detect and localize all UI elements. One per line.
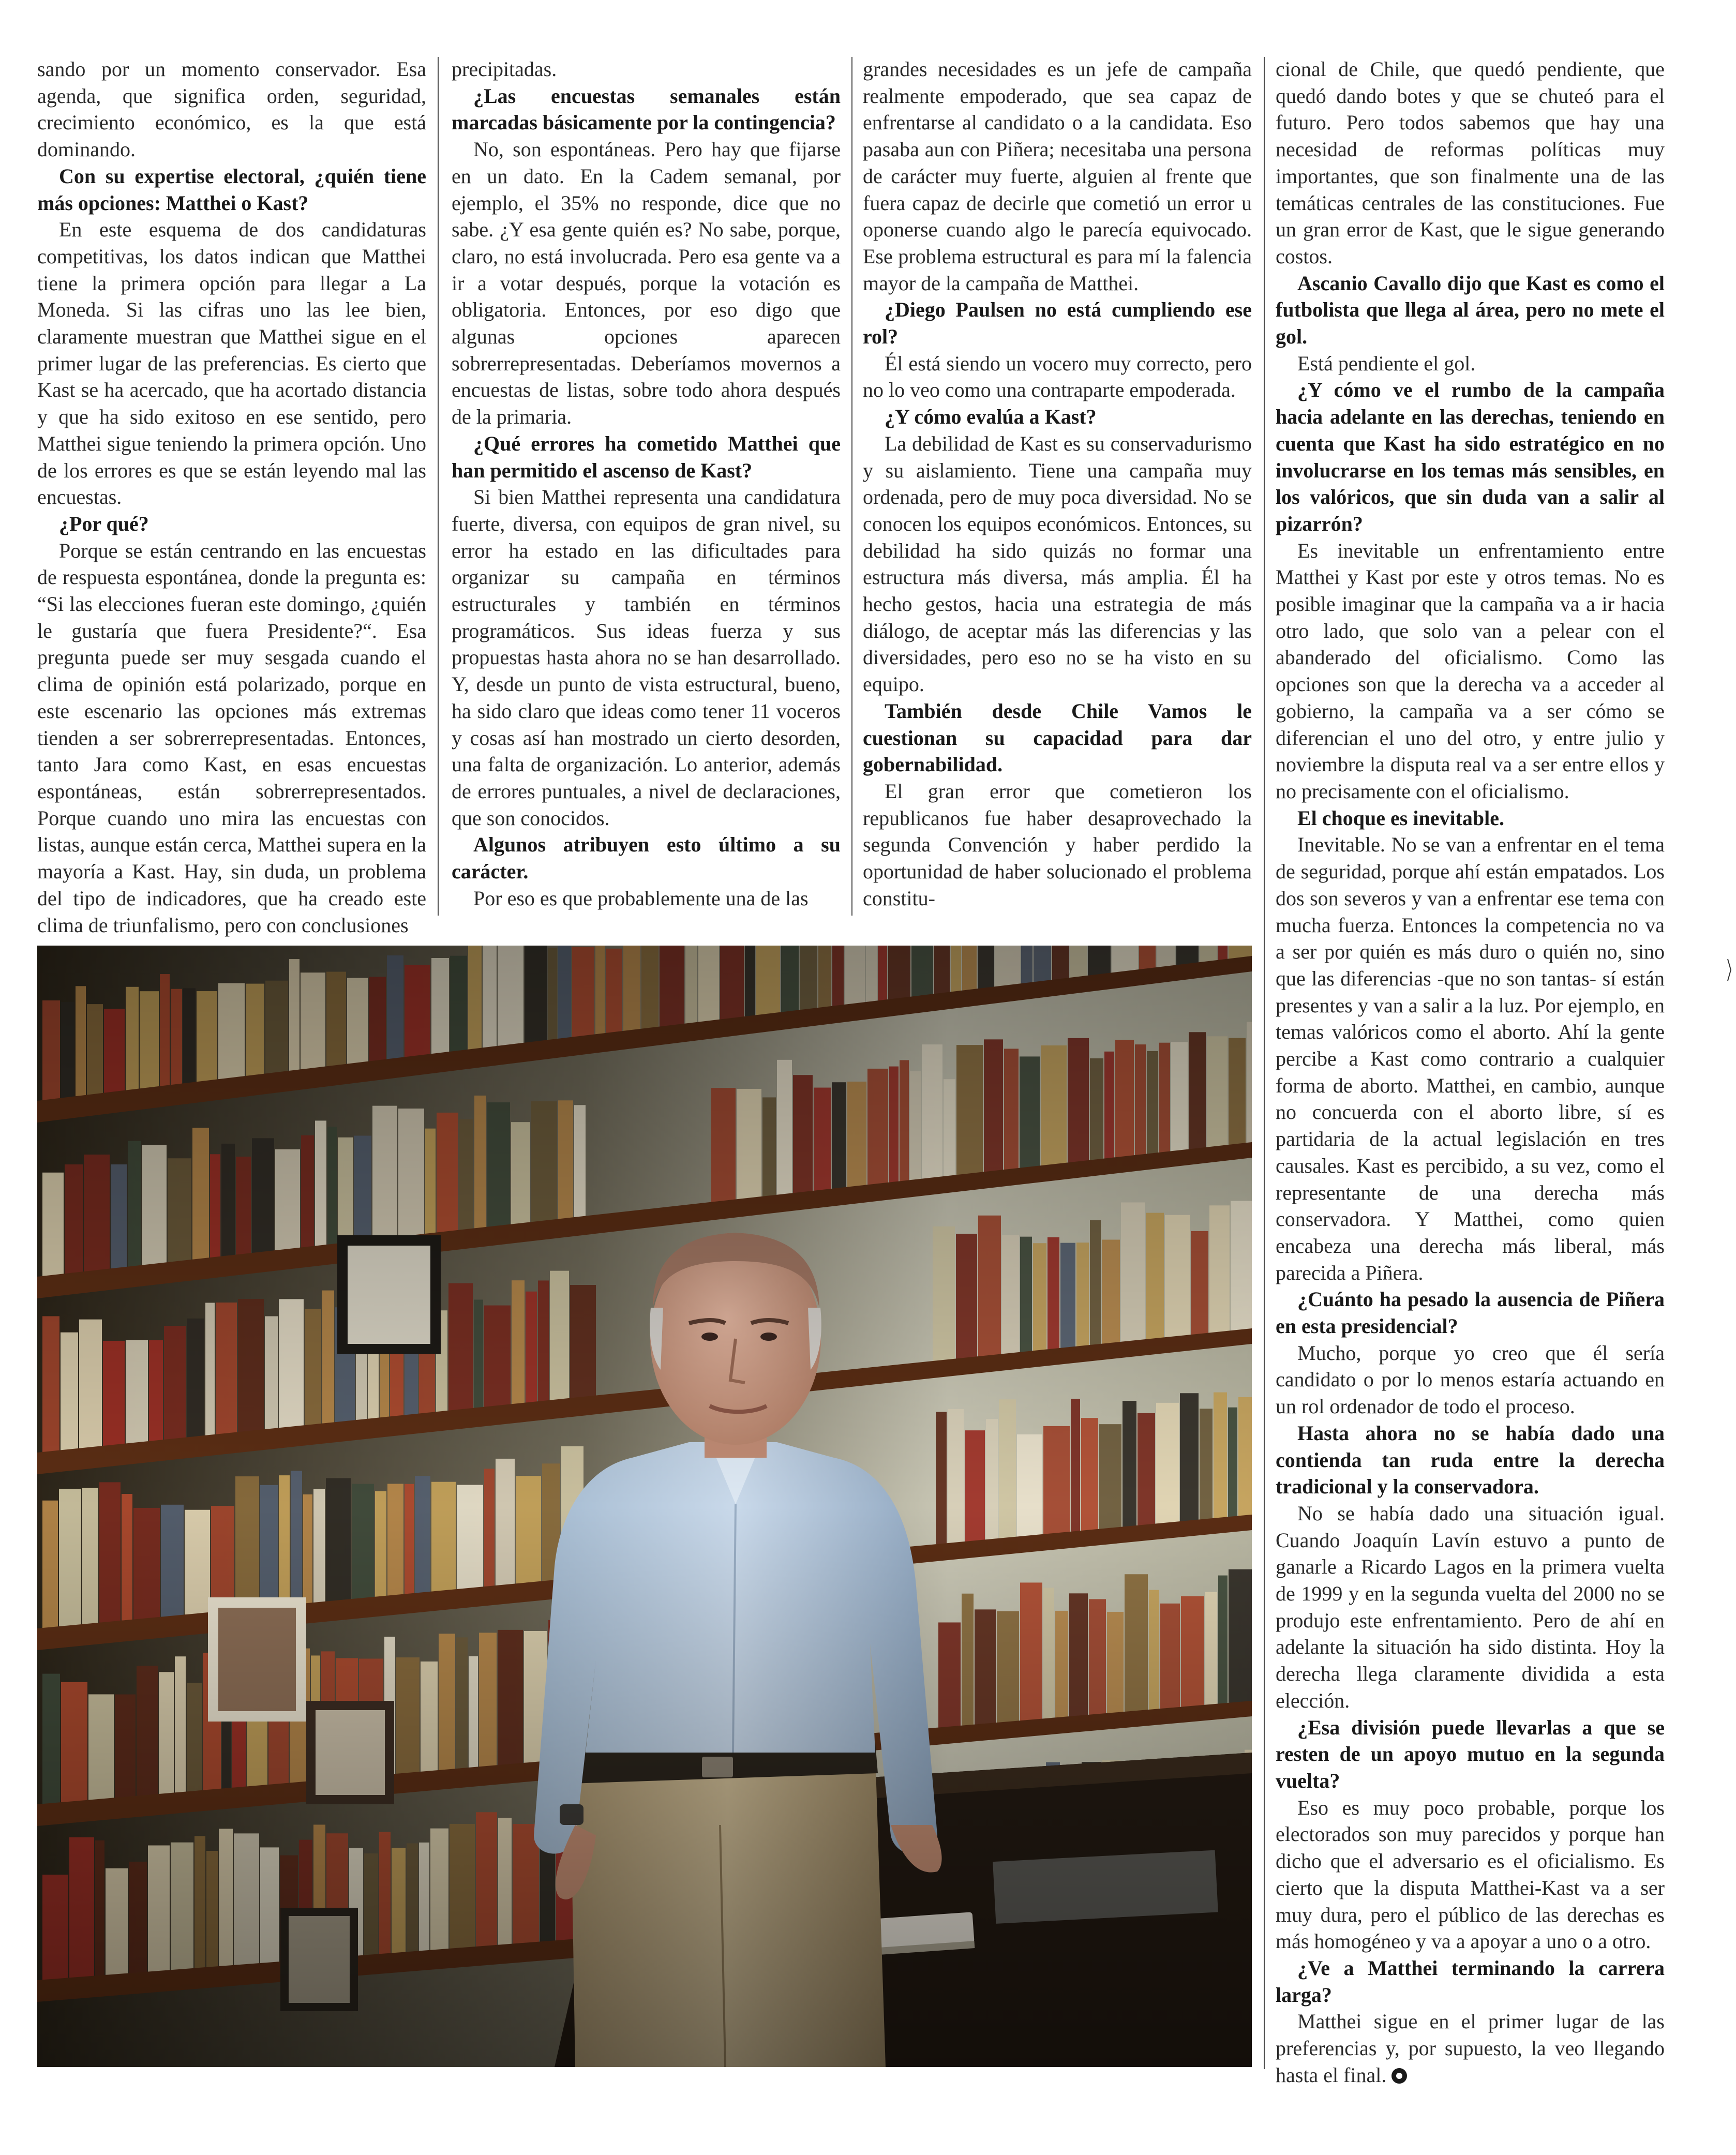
article-column-3 [863, 56, 1252, 912]
column-divider [851, 57, 852, 916]
interview-answer: La debilidad de Kast es su conservadurismo y su aislamiento. Tiene una campaña muy ordenada, pero de muy poca diversidad. No se conocen los equipos económicos. Entonces, su debilidad ha sido quizás no formar una estructura más diversa, más amplia. Él ha hecho gestos, hacia una estrategia de más diálogo, de aceptar más las diferencias y las diversidades, pero eso no se ha visto en su equipo. [863, 431, 1252, 696]
continued-paragraph: cional de Chile, que quedó pendiente, que quedó dando botes y que se chuteó para el futuro. Pero todos sabemos que hay una necesidad de reformas políticas muy importantes, que son finalmente una de las temáticas centrales de las constituciones. Fue un gran error de Kast, que le sigue generando costos. [1276, 57, 1665, 268]
interview-answer: No, son espontáneas. Pero hay que fijarse en un dato. En la Cadem semanal, por ejemplo, el 35% no responde, dice que no sabe. ¿Y esa gente quién es? No sabe, porque, claro, no está involucrada. Pero esa gente va a ir a votar después, porque la votación es obligatoria. Entonces, por eso digo que algunas opciones aparecen sobrerrepresentadas. Deberíamos movernos a encuestas de listas, sobre todo ahora después de la primaria. [452, 138, 841, 429]
interview-answer: El gran error que cometieron los republicanos fue haber desaprovechado la segunda Convención y haber perdido la oportunidad de haber solucionado el problema constitu- [863, 779, 1252, 910]
interview-question: Hasta ahora no se había dado una contienda tan ruda entre la derecha tradicional y la conservadora. [1276, 1421, 1665, 1499]
interview-question: ¿Y cómo evalúa a Kast? [885, 405, 1097, 429]
continued-paragraph: sando por un momento conservador. Esa agenda, que significa orden, seguridad, crecimiento económico, es la que está dominando. [37, 57, 426, 161]
interview-answer: Matthei sigue en el primer lugar de las preferencias y, por supuesto, la veo llegando hasta el final. [1276, 2010, 1665, 2087]
interview-question: ¿Las encuestas semanales están marcadas básicamente por la contingencia? [452, 84, 841, 134]
interview-answer: Eso es muy poco probable, porque los electorados son muy parecidos y porque han dicho que el adversario es el oficialismo. Es cierto que la disputa Matthei-Kast va a ser muy dura, pero el público de las derechas es más homogéneo y va a apoyar a uno o a otro. [1276, 1795, 1665, 1953]
interview-question: También desde Chile Vamos le cuestionan su capacidad para dar gobernabilidad. [863, 699, 1252, 776]
interview-answer: No se había dado una situación igual. Cuando Joaquín Lavín estuvo a punto de ganarle a Ricardo Lagos en la primera vuelta de 1999 y en la segunda vuelta del 2000 no se produjo este enfrentamiento. Pero de ahí en adelante la situación ha sido distinta. Hoy la derecha llega claramente dividida a esta elección. [1276, 1501, 1665, 1712]
photo-illustration [37, 946, 1252, 2067]
interview-answer: Inevitable. No se van a enfrentar en el tema de seguridad, porque ahí están empatados. Los dos son severos y van a enfrentar ese tema con mucha fuerza. Entonces la competencia no va a ser por quién es más duro o quién no, sino que las diferencias -que no son tantas- sí están presentes y van a salir a la luz. Por ejemplo, en temas valóricos como el aborto. Ahí la gente percibe a Kast como contrario a cualquier forma de aborto. Matthei, en cambio, aunque no concuerda con el aborto libre, sí es partidaria de la actual legislación en tres causales. Kast es percibido, a su vez, como el representante de una derecha más conservadora. Y Matthei, como quien encabeza una derecha más liberal, más parecida a Piñera. [1276, 833, 1665, 1284]
interview-question: Algunos atribuyen esto último a su carácter. [452, 833, 841, 884]
interview-question: ¿Por qué? [59, 512, 149, 535]
interview-question: ¿Y cómo ve el rumbo de la campaña hacia adelante en las derechas, teniendo en cuenta que Kast ha sido estratégico en no involucrarse en los temas más sensibles, en los valóricos, que sin duda van a salir al pizarrón? [1276, 378, 1665, 535]
article-column-1 [37, 56, 426, 938]
interview-question: El choque es inevitable. [1297, 806, 1505, 830]
interview-question: Ascanio Cavallo dijo que Kast es como el futbolista que llega al área, pero no mete el gol. [1276, 271, 1665, 349]
article-column-2 [452, 56, 841, 912]
interview-answer: Es inevitable un enfrentamiento entre Matthei y Kast por este y otros temas. No es posible imaginar que la campaña va a ir hacia otro lado, que solo van a pelear con el abanderado del oficialismo. Como las opciones son que la derecha va a acceder al gobierno, la campaña va a ser cómo se diferencian el uno del otro, y entre julio y noviembre la disputa real va a ser entre ellos y no precisamente con el oficialismo. [1276, 538, 1665, 803]
interview-answer: Por eso es que probablemente una de las [473, 886, 809, 910]
interview-answer: Porque se están centrando en las encuestas de respuesta espontánea, donde la pregunta es: “Si las elecciones fueran este domingo, ¿quién le gustaría que fuera Presidente?“. Esa pregunta puede ser muy sesgada cuando el clima de opinión está polarizado, porque en este escenario las opciones más extremas tienden a ser sobrerrepresentadas. Entonces, tanto Jara como Kast, en esas encuestas espontáneas, están sobrerrepresentados. Porque cuando uno mira las encuestas con listas, aunque están cerca, Matthei supera en la mayoría a Kast. Hay, sin duda, un problema del tipo de indicadores, que ha creado este clima de triunfalismo, pero con conclusiones [37, 538, 426, 937]
interview-question: Con su expertise electoral, ¿quién tiene más opciones: Matthei o Kast? [37, 164, 426, 215]
interview-answer: Mucho, porque yo creo que él sería candidato o por lo menos estaría actuando en un rol ordenador de todo el proceso. [1276, 1341, 1665, 1418]
interview-question: ¿Ve a Matthei terminando la carrera larga? [1276, 1956, 1665, 2007]
interview-question: ¿Qué errores ha cometido Matthei que han permitido el ascenso de Kast? [452, 431, 841, 482]
article-column-4 [1276, 56, 1665, 2130]
interview-question: ¿Cuánto ha pesado la ausencia de Piñera en esta presidencial? [1276, 1288, 1665, 1338]
end-of-article-icon [1391, 2068, 1407, 2084]
continued-paragraph: grandes necesidades es un jefe de campaña realmente empoderado, que sea capaz de enfrentarse al candidato o a la candidata. Eso pasaba aun con Piñera; necesitaba una persona de carácter muy fuerte, alguien al frente que fuera capaz de decirle que cometió un error u oponerse cuando algo le parecía equivocado. Ese problema estructural es para mí la falencia mayor de la campaña de Matthei. [863, 57, 1252, 295]
page-edge-mark [1727, 958, 1732, 982]
continued-paragraph: precipitadas. [452, 57, 557, 81]
interview-question: ¿Esa división puede llevarlas a que se resten de un apoyo mutuo en la segunda vuelta? [1276, 1715, 1665, 1792]
interview-answer: En este esquema de dos candidaturas competitivas, los datos indican que Matthei tiene la primera opción para llegar a La Moneda. Si las cifras uno las lee bien, claramente muestran que Matthei sigue en el primer lugar de las preferencias. Es cierto que Kast se ha acercado, que ha acortado distancia y que ha sido exitoso en ese sentido, pero Matthei sigue teniendo la primera opción. Uno de los errores es que se están leyendo mal las encuestas. [37, 218, 426, 509]
interview-answer: Si bien Matthei representa una candidatura fuerte, diversa, con equipos de gran nivel, su error ha estado en las dificultades para organizar su campaña en términos estructurales y también en términos programáticos. Sus ideas fuerza y sus propuestas hasta ahora no se han desarrollado. Y, desde un punto de vista estructural, bueno, ha sido claro que ideas como tener 11 voceros y cosas así han mostrado un cierto desorden, una falta de organización. Lo anterior, además de errores puntuales, a nivel de declaraciones, que son conocidos. [452, 485, 841, 830]
interview-answer: Él está siendo un vocero muy correcto, pero no lo veo como una contraparte empoderada. [863, 351, 1252, 402]
interview-answer: Está pendiente el gol. [1297, 351, 1476, 375]
interview-question: ¿Diego Paulsen no está cumpliendo ese rol? [863, 298, 1252, 349]
column-divider [1264, 57, 1265, 2069]
column-divider [438, 57, 439, 916]
interviewee-portrait-photo [37, 946, 1252, 2067]
